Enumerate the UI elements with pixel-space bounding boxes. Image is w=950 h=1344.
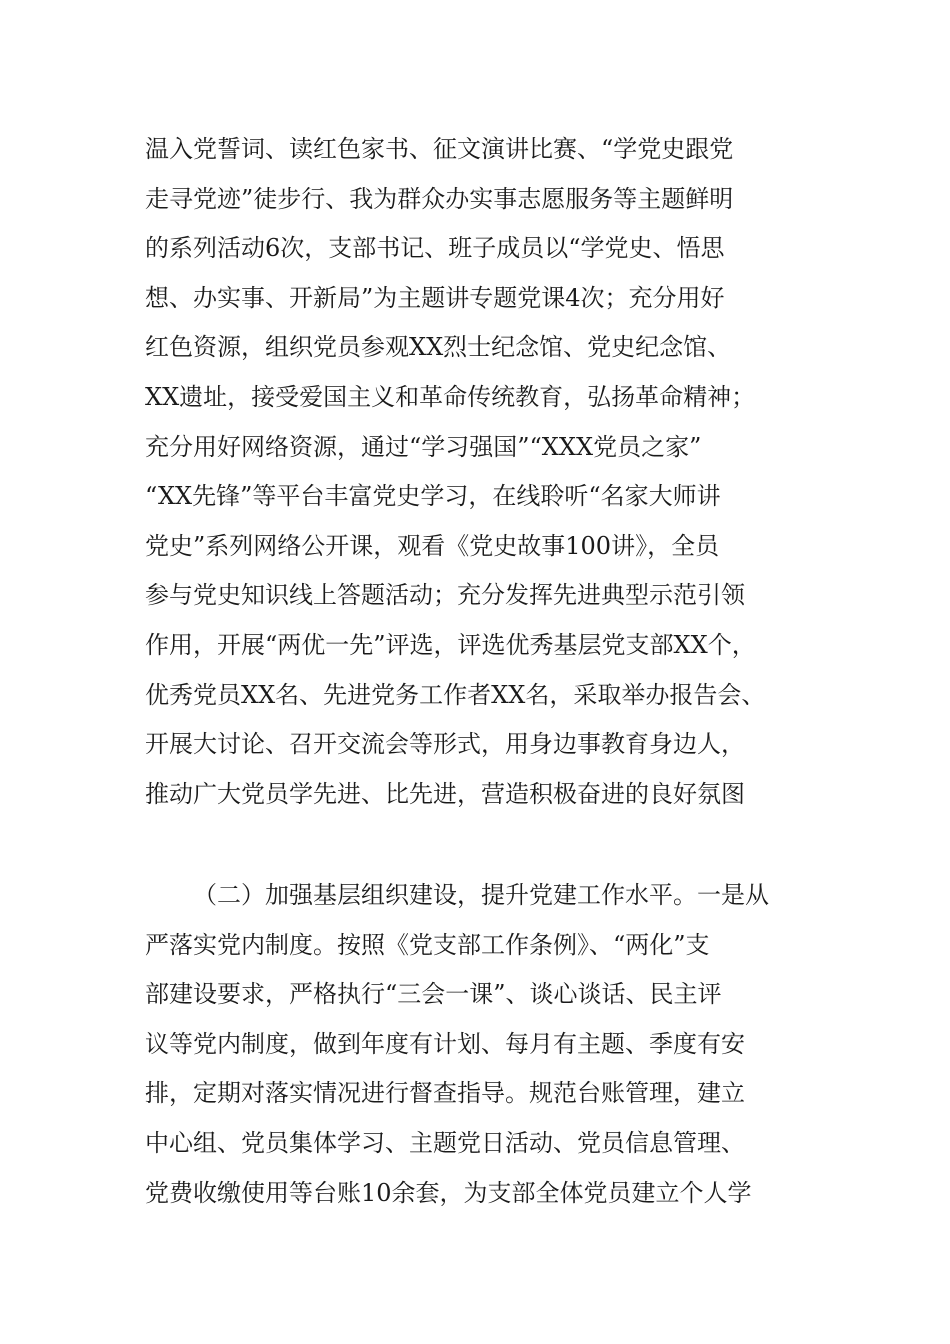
- text-line: 严落实党内制度。按照《党支部工作条例》、“两化”支: [145, 930, 710, 959]
- text-line: 优秀党员XX名、先进党务工作者XX名，采取举办报告会、: [145, 680, 766, 709]
- text-line: 充分用好网络资源，通过“学习强国”“XXX党员之家”: [145, 432, 702, 461]
- text-line: （二）加强基层组织建设，提升党建工作水平。一是从: [193, 881, 769, 909]
- text-line: “XX先锋”等平台丰富党史学习，在线聆听“名家大师讲: [145, 482, 721, 511]
- text-line: 党史”系列网络公开课，观看《党史故事100讲》，全员: [145, 531, 720, 560]
- text-line: 红色资源，组织党员参观XX烈士纪念馆、党史纪念馆、: [145, 333, 732, 362]
- text-line: 中心组、党员集体学习、主题党日活动、党员信息管理、: [145, 1128, 745, 1157]
- text-line: 推动广大党员学先进、比先进，营造积极奋进的良好氛图: [145, 779, 745, 808]
- text-line: 的系列活动6次，支部书记、班子成员以“学党史、悟思: [145, 234, 725, 263]
- paragraph-2: [145, 871, 835, 1218]
- text-line: 温入党誓词、读红色家书、征文演讲比赛、“学党史跟党: [145, 135, 734, 163]
- text-line: 排，定期对落实情况进行督查指导。规范台账管理，建立: [145, 1079, 745, 1108]
- text-line: 作用，开展“两优一先”评选，评选优秀基层党支部XX个，: [145, 630, 756, 659]
- text-line: 想、办实事、开新局”为主题讲专题党课4次；充分用好: [145, 283, 725, 312]
- text-line: 开展大讨论、召开交流会等形式，用身边事教育身边人，: [145, 730, 745, 759]
- text-line: XX遗址，接受爱国主义和革命传统教育，弘扬革命精神；: [145, 382, 756, 411]
- paragraph-1: [145, 125, 835, 819]
- text-line: 议等党内制度，做到年度有计划、每月有主题、季度有安: [145, 1029, 745, 1058]
- text-line: 党费收缴使用等台账10余套，为支部全体党员建立个人学: [145, 1178, 752, 1207]
- text-line: 参与党史知识线上答题活动；充分发挥先进典型示范引领: [145, 581, 745, 610]
- text-line: 部建设要求，严格执行“三会一课”、谈心谈话、民主评: [145, 980, 722, 1009]
- text-line: 走寻党迹”徒步行、我为群众办实事志愿服务等主题鲜明: [145, 184, 734, 213]
